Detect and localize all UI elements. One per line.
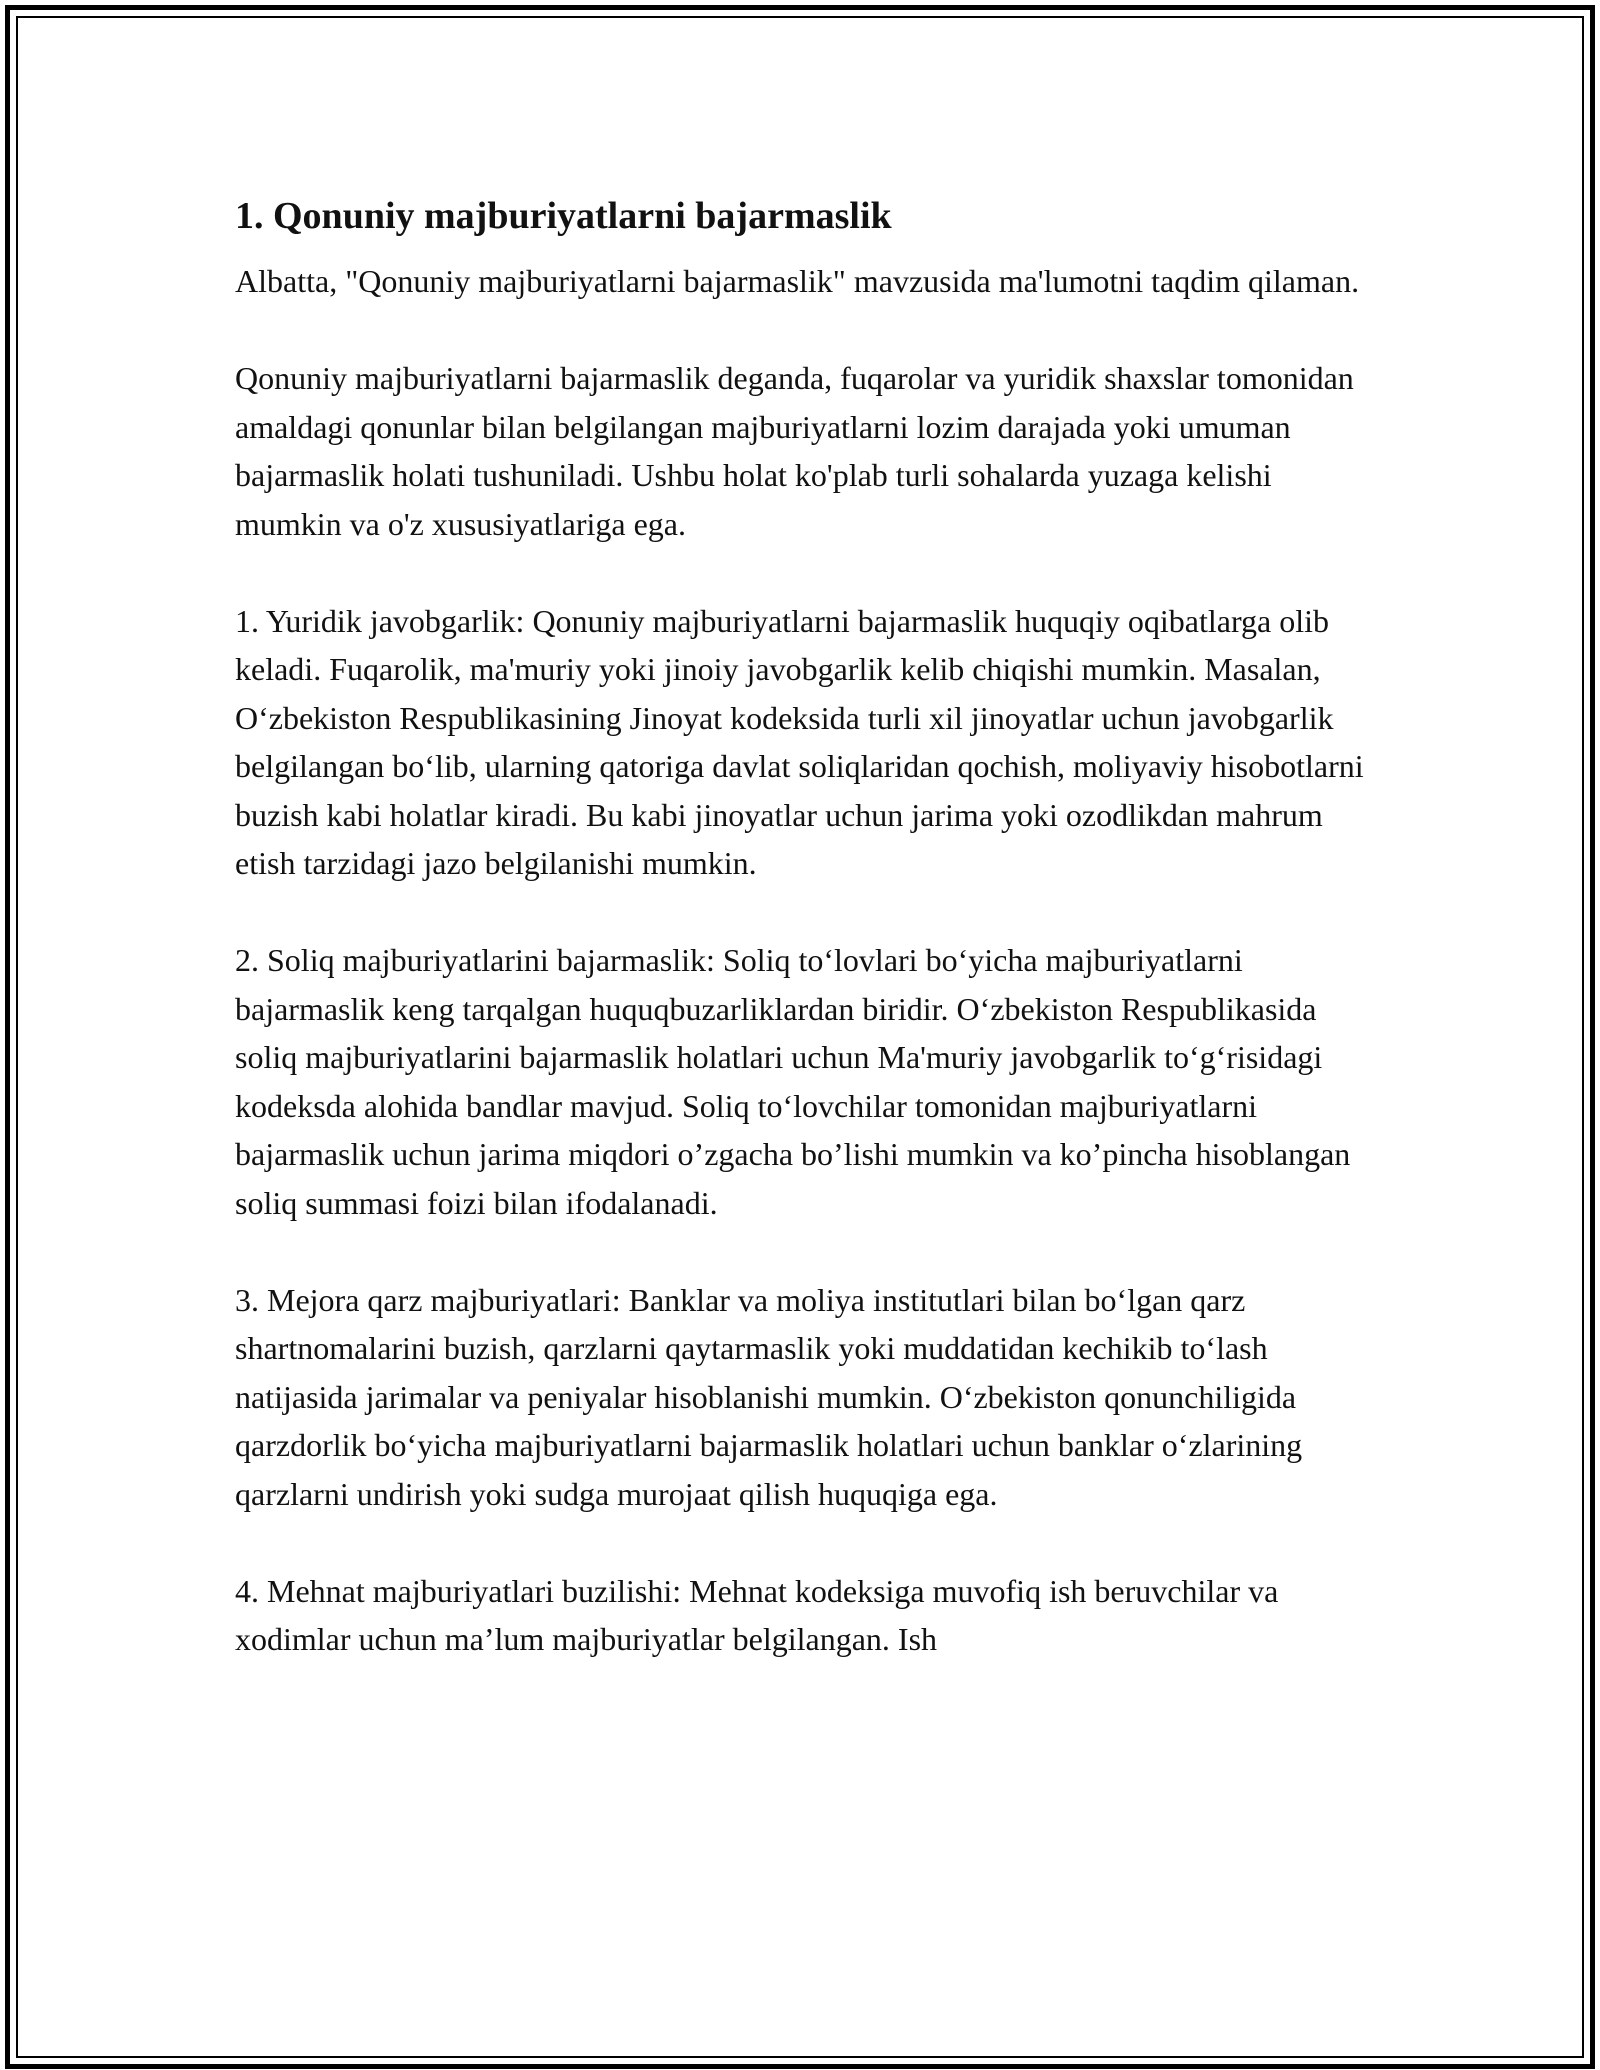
intro-paragraph: Albatta, "Qonuniy majburiyatlarni bajarmaslik" mavzusida ma'lumotni taqdim qilaman. [235, 263, 1360, 299]
debt-obligations-paragraph: 3. Mejora qarz majburiyatlari: Banklar va moliya institutlari bilan bo‘lgan qarz shartnomalarini buzish, qarzlarni qaytarmaslik yoki muddatidan kechikib to‘lash natijasida jarimalar va peniyalar hisoblanishi mumkin. O‘zbekiston qonunchiligida qarzdorlik bo‘yicha majburiyatlarni bajarmaslik holatlari uchun banklar o‘zlarining qarzlarni undirish yoki sudga murojaat qilish huquqiga ega. [235, 1281, 1303, 1512]
definition-paragraph: Qonuniy majburiyatlarni bajarmaslik deganda, fuqarolar va yuridik shaxslar tomonidan amaldagi qonunlar bilan belgilangan majburiyatlarni lozim darajada yoki umuman bajarmaslik holati tushuniladi. Ushbu holat ko'plab turli sohalarda yuzaga kelishi mumkin va o'z xususiyatlariga ega. [235, 360, 1354, 542]
legal-liability-paragraph: 1. Yuridik javobgarlik: Qonuniy majburiyatlarni bajarmaslik huquqiy oqibatlarga olib keladi. Fuqarolik, ma'muriy yoki jinoiy javobgarlik kelib chiqishi mumkin. Masalan, O‘zbekiston Respublikasining Jinoyat kodeksida turli xil jinoyatlar uchun javobgarlik belgilangan bo‘lib, ularning qatoriga davlat soliqlaridan qochish, moliyaviy hisobotlarni buzish kabi holatlar kiradi. Bu kabi jinoyatlar uchun jarima yoki ozodlikdan mahrum etish tarzidagi jazo belgilanishi mumkin. [235, 602, 1364, 881]
tax-obligations-paragraph: 2. Soliq majburiyatlarini bajarmaslik: Soliq to‘lovlari bo‘yicha majburiyatlarni bajarmaslik keng tarqalgan huquqbuzarliklardan biridir. O‘zbekiston Respublikasida soliq majburiyatlarini bajarmaslik holatlari uchun Ma'muriy javobgarlik to‘g‘risidagi kodeksda alohida bandlar mavjud. Soliq to‘lovchilar tomonidan majburiyatlarni bajarmaslik uchun jarima miqdori o’zgacha bo’lishi mumkin va ko’pincha hisoblangan soliq summasi foizi bilan ifodalanadi. [235, 942, 1351, 1221]
document-body [235, 180, 1365, 1712]
labor-obligations-paragraph: 4. Mehnat majburiyatlari buzilishi: Mehnat kodeksiga muvofiq ish beruvchilar va xodimlar uchun ma’lum majburiyatlar belgilangan. Ish [235, 1572, 1279, 1657]
section-heading: 1. Qonuniy majburiyatlarni bajarmaslik [235, 195, 892, 237]
